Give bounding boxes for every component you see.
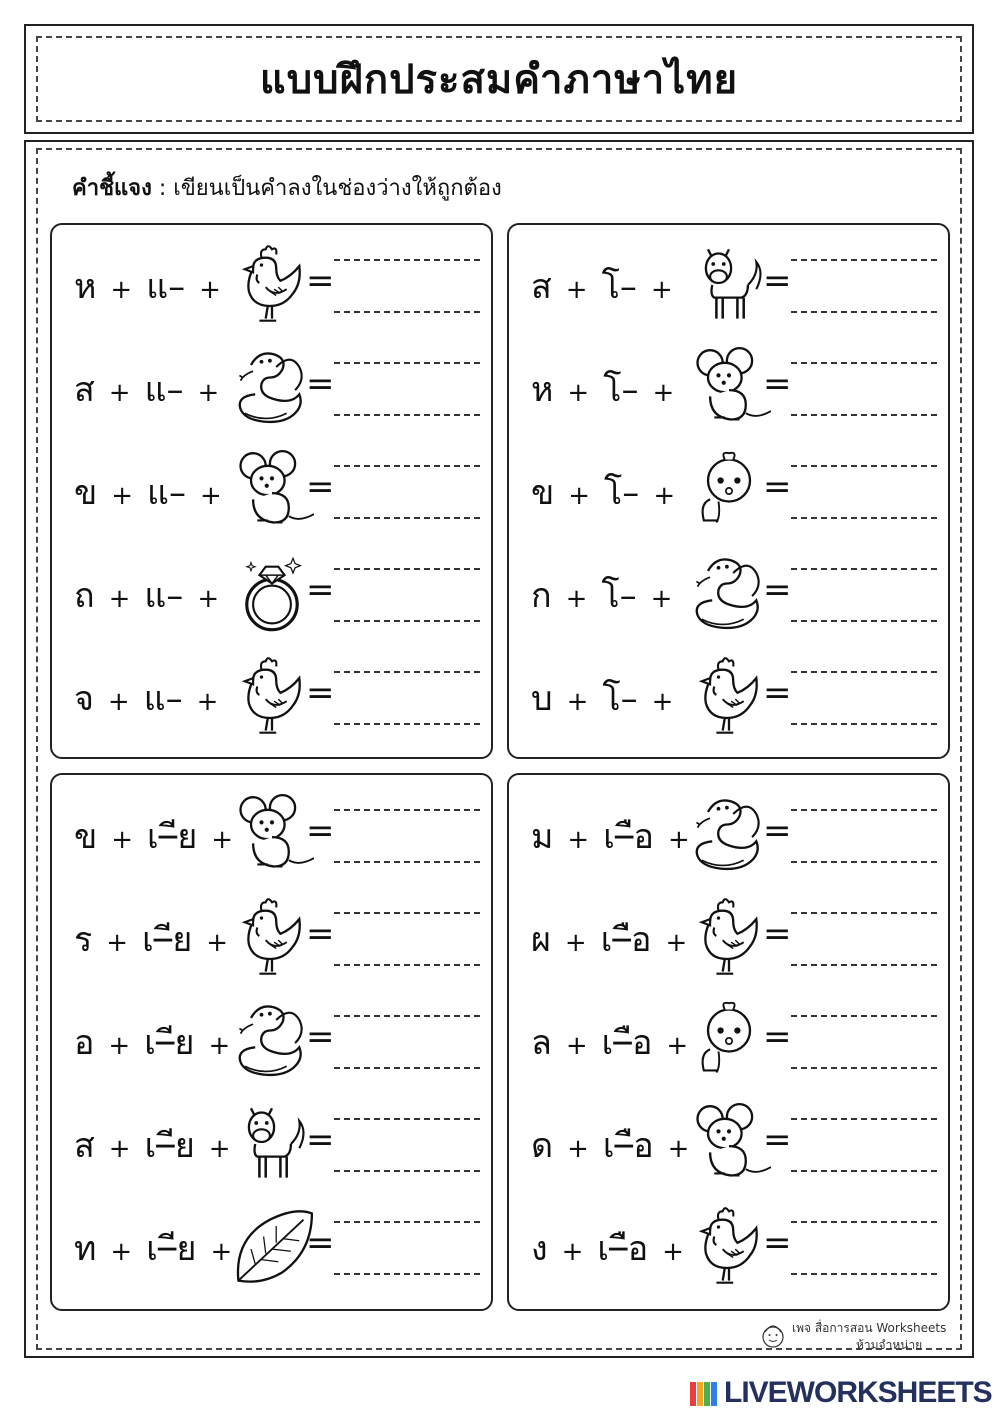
plus-sign: + — [667, 1134, 690, 1164]
plus-sign: + — [565, 584, 588, 614]
answer-line[interactable] — [334, 1273, 480, 1275]
exercise-row — [509, 340, 948, 432]
answer-line[interactable] — [334, 311, 480, 313]
exercise-row — [509, 787, 948, 879]
horse-picture-icon — [230, 1102, 314, 1186]
consonant: ข — [74, 817, 98, 857]
instruction — [72, 170, 502, 205]
formula-text — [531, 362, 674, 416]
smiley-logo-icon — [758, 1320, 788, 1350]
plus-sign: + — [110, 275, 133, 305]
equals-sign: = — [306, 673, 335, 713]
formula-text — [74, 1118, 231, 1172]
vowel: เ–ือ — [597, 1229, 649, 1269]
consonant: ม — [531, 817, 554, 857]
consonant: ล — [531, 1023, 552, 1063]
vowel: แ– — [147, 473, 186, 513]
answer-line[interactable] — [791, 568, 937, 570]
exercise-row — [52, 1199, 491, 1291]
consonant: ส — [531, 267, 552, 307]
answer-line[interactable] — [791, 723, 937, 725]
answer-line[interactable] — [791, 517, 937, 519]
plus-sign: + — [567, 378, 590, 408]
answer-line[interactable] — [334, 723, 480, 725]
consonant: ก — [531, 576, 552, 616]
exercise-row — [52, 787, 491, 879]
plus-sign: + — [106, 928, 129, 958]
answer-line[interactable] — [334, 362, 480, 364]
vowel: เ–ีย — [144, 1126, 195, 1166]
instruction-label: คำชี้แจง — [72, 176, 152, 201]
answer-line[interactable] — [334, 259, 480, 261]
answer-line[interactable] — [334, 809, 480, 811]
vowel: เ–ีย — [146, 1229, 197, 1269]
mouse-picture-icon — [230, 449, 314, 533]
plus-sign: + — [199, 275, 221, 305]
plus-sign: + — [111, 481, 134, 511]
answer-line[interactable] — [334, 1067, 480, 1069]
equals-sign: = — [763, 1223, 792, 1263]
equals-sign: = — [306, 364, 335, 404]
plus-sign: + — [567, 1134, 589, 1164]
equals-sign: = — [763, 467, 792, 507]
plus-sign: + — [667, 825, 690, 855]
consonant: ส — [74, 370, 95, 410]
title-inner-frame — [36, 36, 962, 122]
equals-sign: = — [306, 1223, 335, 1263]
vowel: เ–ือ — [600, 920, 652, 960]
plus-sign: + — [210, 1237, 233, 1267]
answer-line[interactable] — [791, 1067, 937, 1069]
exercise-panel — [50, 773, 493, 1311]
consonant: ข — [531, 473, 555, 513]
plus-sign: + — [565, 275, 588, 305]
plus-sign: + — [111, 825, 134, 855]
leaf-picture-icon — [230, 1205, 314, 1289]
answer-line[interactable] — [791, 259, 937, 261]
consonant: ถ — [74, 576, 95, 616]
formula-text — [74, 1221, 232, 1275]
brand-name: LIVEWORKSHEETS — [724, 1376, 992, 1409]
answer-line[interactable] — [791, 620, 937, 622]
equals-sign: = — [306, 811, 335, 851]
answer-line[interactable] — [334, 1170, 480, 1172]
equals-sign: = — [763, 261, 792, 301]
plus-sign: + — [652, 378, 675, 408]
vowel: แ– — [144, 576, 184, 616]
exercise-panel — [507, 773, 950, 1311]
exercise-row — [509, 443, 948, 535]
plus-sign: + — [567, 825, 590, 855]
snake-picture-icon — [230, 346, 314, 430]
exercise-row — [52, 993, 491, 1085]
plus-sign: + — [108, 584, 131, 614]
vowel: เ–ีย — [144, 1023, 195, 1063]
vowel: โ– — [602, 679, 638, 719]
plus-sign: + — [108, 378, 131, 408]
vowel: โ– — [604, 473, 640, 513]
chicken-picture-icon — [687, 896, 771, 980]
vowel: เ–ือ — [601, 1023, 653, 1063]
formula-text — [74, 912, 228, 966]
formula-text — [531, 671, 673, 725]
equals-sign: = — [306, 1120, 335, 1160]
vowel: โ– — [601, 576, 637, 616]
page-title: แบบฝึกประสมคำภาษาไทย — [259, 57, 739, 103]
plus-sign: + — [206, 928, 229, 958]
answer-line[interactable] — [334, 671, 480, 673]
answer-line[interactable] — [791, 362, 937, 364]
exercise-row — [509, 890, 948, 982]
plus-sign: + — [566, 687, 589, 717]
consonant: ห — [531, 370, 554, 410]
answer-line[interactable] — [791, 671, 937, 673]
exercise-row — [52, 1096, 491, 1188]
plus-sign: + — [197, 584, 220, 614]
answer-line[interactable] — [334, 414, 480, 416]
formula-text — [531, 1015, 688, 1069]
equals-sign: = — [763, 811, 792, 851]
answer-line[interactable] — [791, 1015, 937, 1017]
plus-sign: + — [208, 1031, 231, 1061]
vowel: โ– — [601, 267, 637, 307]
formula-text — [74, 671, 218, 725]
formula-text — [531, 1118, 689, 1172]
formula-text — [74, 568, 219, 622]
plus-sign: + — [568, 481, 591, 511]
equals-sign: = — [763, 570, 792, 610]
consonant: ร — [74, 920, 93, 960]
answer-line[interactable] — [334, 1015, 480, 1017]
plus-sign: + — [650, 275, 673, 305]
plus-sign: + — [108, 1031, 131, 1061]
mouse-picture-icon — [687, 1102, 771, 1186]
equals-sign: = — [763, 673, 792, 713]
exercise-panel — [507, 223, 950, 759]
answer-line[interactable] — [791, 964, 937, 966]
answer-line[interactable] — [334, 1221, 480, 1223]
plus-sign: + — [208, 1134, 231, 1164]
exercise-row — [52, 546, 491, 638]
snake-picture-icon — [687, 793, 771, 877]
vowel: แ– — [144, 370, 184, 410]
instruction-text: : เขียนเป็นคำลงในช่องว่างให้ถูกต้อง — [151, 176, 502, 201]
vowel: โ– — [603, 370, 639, 410]
plus-sign: + — [662, 1237, 684, 1267]
exercise-row — [52, 890, 491, 982]
title-frame — [24, 24, 974, 134]
answer-line[interactable] — [791, 861, 937, 863]
exercise-row — [509, 993, 948, 1085]
consonant: ข — [74, 473, 98, 513]
exercise-row — [509, 1199, 948, 1291]
exercise-row — [509, 546, 948, 638]
formula-text — [531, 809, 690, 863]
consonant: ส — [74, 1126, 95, 1166]
plus-sign: + — [197, 378, 220, 408]
vowel: เ–ือ — [603, 817, 654, 857]
equals-sign: = — [763, 1120, 792, 1160]
vowel: เ–ือ — [602, 1126, 654, 1166]
answer-line[interactable] — [334, 1118, 480, 1120]
plus-sign: + — [564, 928, 587, 958]
answer-line[interactable] — [334, 861, 480, 863]
snake-picture-icon — [230, 999, 314, 1083]
answer-line[interactable] — [334, 517, 480, 519]
chicken-picture-icon — [230, 896, 314, 980]
formula-text — [74, 362, 219, 416]
ring-picture-icon — [230, 552, 314, 636]
plus-sign: + — [107, 687, 130, 717]
liveworksheets-logo-icon — [690, 1380, 720, 1408]
consonant: จ — [74, 679, 94, 719]
formula-text — [74, 259, 221, 313]
equals-sign: = — [763, 1017, 792, 1057]
chicken-picture-icon — [687, 655, 771, 739]
consonant: ผ — [531, 920, 551, 960]
consonant: ห — [74, 267, 97, 307]
exercise-row — [52, 237, 491, 329]
exercise-panel — [50, 223, 493, 759]
formula-text — [531, 465, 675, 519]
equals-sign: = — [306, 570, 335, 610]
vowel: แ– — [146, 267, 186, 307]
formula-text — [74, 465, 222, 519]
footer-line-1: เพจ สื่อการสอน Worksheets — [792, 1321, 947, 1335]
chicken-picture-icon — [230, 243, 314, 327]
consonant: ง — [531, 1229, 548, 1269]
snake-picture-icon — [687, 552, 771, 636]
horse-picture-icon — [687, 243, 771, 327]
exercise-row — [509, 649, 948, 741]
plus-sign: + — [110, 1237, 133, 1267]
plus-sign: + — [199, 481, 222, 511]
mouse-picture-icon — [687, 346, 771, 430]
chicken-picture-icon — [687, 1205, 771, 1289]
answer-line[interactable] — [334, 620, 480, 622]
plus-sign: + — [108, 1134, 131, 1164]
vowel: เ–ีย — [147, 817, 198, 857]
exercise-row — [509, 1096, 948, 1188]
answer-line[interactable] — [791, 1273, 937, 1275]
plus-sign: + — [665, 928, 688, 958]
mouse-picture-icon — [230, 793, 314, 877]
formula-text — [531, 259, 673, 313]
vowel: แ– — [143, 679, 183, 719]
formula-text — [74, 1015, 230, 1069]
answer-line[interactable] — [334, 964, 480, 966]
answer-line[interactable] — [791, 809, 937, 811]
plus-sign: + — [561, 1237, 584, 1267]
consonant: ด — [531, 1126, 554, 1166]
formula-text — [531, 1221, 684, 1275]
equals-sign: = — [306, 467, 335, 507]
plus-sign: + — [653, 481, 676, 511]
equals-sign: = — [763, 364, 792, 404]
formula-text — [74, 809, 233, 863]
consonant: อ — [74, 1023, 95, 1063]
formula-text — [531, 912, 687, 966]
footer-credit — [792, 1320, 946, 1354]
answer-line[interactable] — [791, 311, 937, 313]
equals-sign: = — [306, 1017, 335, 1057]
answer-line[interactable] — [334, 912, 480, 914]
baby-picture-icon — [687, 449, 771, 533]
answer-line[interactable] — [791, 1170, 937, 1172]
plus-sign: + — [565, 1031, 588, 1061]
answer-line[interactable] — [791, 912, 937, 914]
answer-line[interactable] — [334, 465, 480, 467]
equals-sign: = — [763, 914, 792, 954]
equals-sign: = — [306, 261, 335, 301]
consonant: บ — [531, 679, 553, 719]
plus-sign: + — [211, 825, 234, 855]
equals-sign: = — [306, 914, 335, 954]
exercise-row — [52, 649, 491, 741]
consonant: ท — [74, 1229, 97, 1269]
vowel: เ–ีย — [142, 920, 193, 960]
answer-line[interactable] — [791, 1118, 937, 1120]
baby-picture-icon — [687, 999, 771, 1083]
answer-line[interactable] — [791, 414, 937, 416]
plus-sign: + — [196, 687, 219, 717]
exercise-row — [52, 340, 491, 432]
plus-sign: + — [651, 687, 674, 717]
plus-sign: + — [666, 1031, 689, 1061]
formula-text — [531, 568, 672, 622]
footer-line-2: ห้ามจำหน่าย — [856, 1338, 923, 1352]
exercise-row — [509, 237, 948, 329]
answer-line[interactable] — [791, 465, 937, 467]
chicken-picture-icon — [230, 655, 314, 739]
exercise-row — [52, 443, 491, 535]
answer-line[interactable] — [334, 568, 480, 570]
answer-line[interactable] — [791, 1221, 937, 1223]
plus-sign: + — [650, 584, 673, 614]
